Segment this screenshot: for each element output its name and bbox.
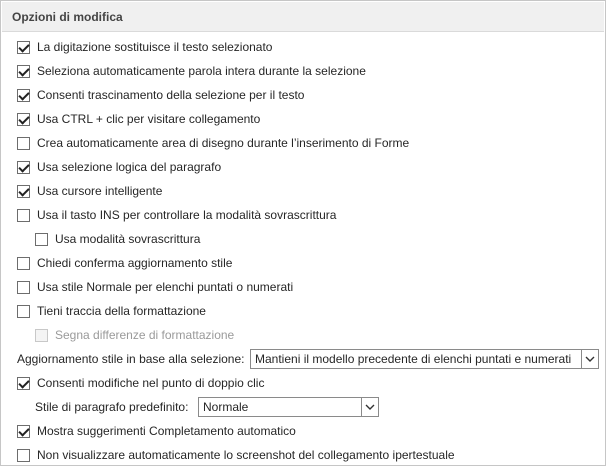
- option-overtype-mode[interactable]: [35, 230, 200, 248]
- option-hyperlink-screenshot[interactable]: [17, 446, 455, 464]
- style-update-value: Mantieni il modello precedente di elenchi puntati e numerati: [255, 352, 572, 366]
- option-label: Usa modalità sovrascrittura: [55, 232, 201, 246]
- option-typing-replaces-selection[interactable]: [17, 38, 272, 56]
- option-insert-key-overtype[interactable]: [17, 206, 336, 224]
- checkbox-icon[interactable]: [17, 209, 30, 222]
- checkbox-icon[interactable]: [17, 113, 30, 126]
- default-paragraph-value: Normale: [203, 400, 249, 414]
- checkbox-icon[interactable]: [17, 185, 30, 198]
- option-autocomplete[interactable]: [17, 422, 296, 440]
- option-label: Seleziona automaticamente parola intera durante la selezione: [37, 64, 366, 78]
- option-label: Tieni traccia della formattazione: [37, 304, 206, 318]
- checkbox-icon[interactable]: [17, 305, 30, 318]
- checkbox-icon[interactable]: [35, 233, 48, 246]
- checkbox-icon[interactable]: [17, 281, 30, 294]
- checkbox-icon[interactable]: [17, 257, 30, 270]
- option-auto-select-word[interactable]: [17, 62, 366, 80]
- option-smart-paragraph-selection[interactable]: [17, 158, 221, 176]
- option-track-formatting[interactable]: [17, 302, 206, 320]
- checkbox-icon[interactable]: [17, 89, 30, 102]
- option-label: Consenti modifiche nel punto di doppio clic: [37, 376, 265, 390]
- checkbox-icon[interactable]: [17, 377, 30, 390]
- option-prompt-style-update[interactable]: [17, 254, 232, 272]
- section-title: Opzioni di modifica: [12, 10, 123, 24]
- option-label: Chiedi conferma aggiornamento stile: [37, 256, 233, 270]
- style-update-label: Aggiornamento stile in base alla selezione:: [17, 352, 245, 366]
- default-paragraph-dropdown[interactable]: [198, 397, 379, 417]
- option-mark-formatting-inconsistencies: [35, 326, 234, 344]
- checkbox-icon[interactable]: [17, 65, 30, 78]
- option-label: Mostra suggerimenti Completamento automatico: [37, 424, 296, 438]
- option-label: Usa il tasto INS per controllare la modalità sovrascrittura: [37, 208, 337, 222]
- checkbox-icon[interactable]: [17, 137, 30, 150]
- chevron-down-icon[interactable]: [361, 398, 378, 416]
- checkbox-icon[interactable]: [17, 449, 30, 462]
- option-click-and-type[interactable]: [17, 374, 264, 392]
- chevron-down-icon[interactable]: [581, 350, 598, 368]
- option-label: La digitazione sostituisce il testo selezionato: [37, 40, 273, 54]
- option-label: Segna differenze di formattazione: [55, 328, 235, 342]
- option-label: Crea automaticamente area di disegno durante l’inserimento di Forme: [37, 136, 410, 150]
- style-update-dropdown[interactable]: [250, 349, 599, 369]
- option-label: Usa cursore intelligente: [37, 184, 163, 198]
- checkbox-icon[interactable]: [17, 161, 30, 174]
- default-paragraph-label: Stile di paragrafo predefinito:: [35, 400, 189, 414]
- checkbox-icon: [35, 329, 48, 342]
- option-label: Usa selezione logica del paragrafo: [37, 160, 222, 174]
- option-label: Usa stile Normale per elenchi puntati o numerati: [37, 280, 294, 294]
- checkbox-icon[interactable]: [17, 41, 30, 54]
- option-normal-style-lists[interactable]: [17, 278, 293, 296]
- option-auto-drawing-canvas[interactable]: [17, 134, 409, 152]
- option-label: Consenti trascinamento della selezione per il testo: [37, 88, 305, 102]
- option-label: Non visualizzare automaticamente lo screenshot del collegamento ipertestuale: [37, 448, 455, 462]
- section-header: [2, 2, 604, 32]
- option-ctrl-click-link[interactable]: [17, 110, 260, 128]
- option-smart-cursor[interactable]: [17, 182, 162, 200]
- style-update-row: [17, 350, 244, 368]
- checkbox-icon[interactable]: [17, 425, 30, 438]
- option-label: Usa CTRL + clic per visitare collegamento: [37, 112, 261, 126]
- option-drag-and-drop[interactable]: [17, 86, 304, 104]
- default-paragraph-row: [35, 398, 188, 416]
